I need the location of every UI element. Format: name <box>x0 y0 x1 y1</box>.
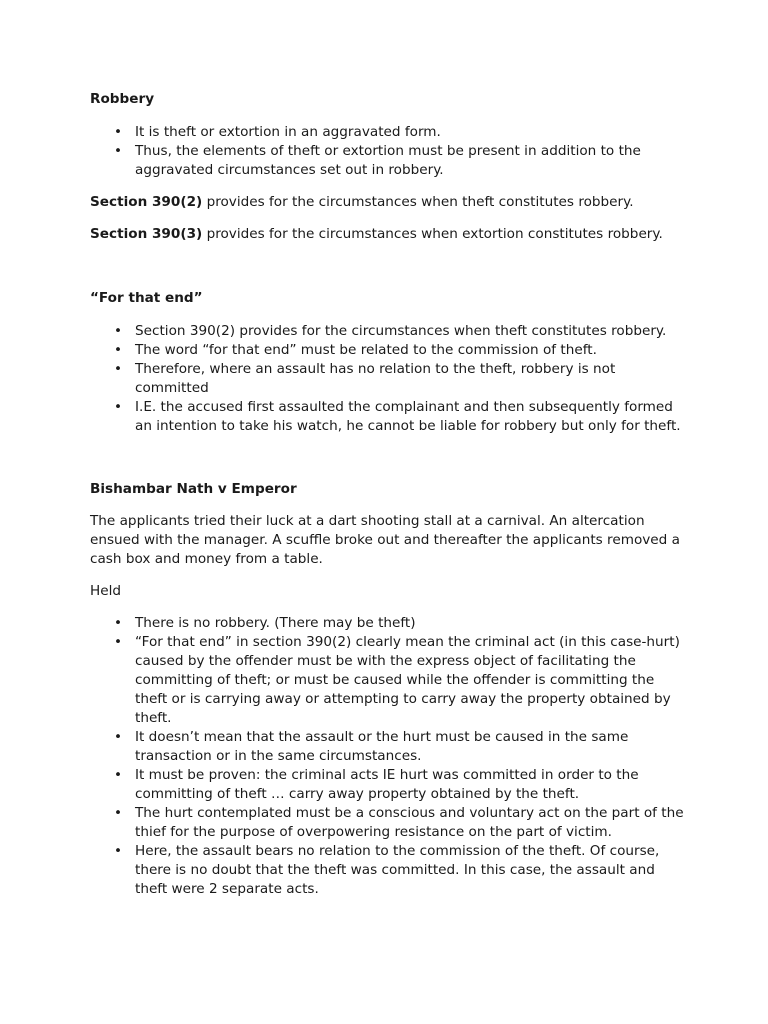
case-facts-paragraph: The applicants tried their luck at a dart shooting stall at a carnival. An altercation ensued with the manager. A scuffle broke out and thereafter the applicants removed a cash box and money from a table. <box>90 513 680 567</box>
section-390-2-paragraph <box>90 193 690 212</box>
for-that-end-bullet-list <box>90 322 690 436</box>
heading-case-bishambar-nath: Bishambar Nath v Emperor <box>90 481 297 497</box>
list-item: • It is theft or extortion in an aggravated form. <box>90 123 690 142</box>
held-label: Held <box>90 583 121 599</box>
list-item: • The hurt contemplated must be a conscious and voluntary act on the part of the thief for the purpose of overpowering resistance on the part of victim. <box>90 804 690 842</box>
heading-robbery: Robbery <box>90 91 155 107</box>
section-390-3-paragraph <box>90 225 690 244</box>
list-item: • It doesn’t mean that the assault or the hurt must be caused in the same transaction or in the same circumstances. <box>90 728 690 766</box>
held-bullet-list <box>90 614 690 899</box>
list-item: • There is no robbery. (There may be theft) <box>90 614 690 633</box>
list-item: • Therefore, where an assault has no relation to the theft, robbery is not committed <box>90 360 690 398</box>
list-item: • Section 390(2) provides for the circumstances when theft constitutes robbery. <box>90 322 690 341</box>
section-390-2-label: Section 390(2) <box>90 194 203 210</box>
section-390-3-label: Section 390(3) <box>90 226 203 242</box>
section-390-3-text: provides for the circumstances when extortion constitutes robbery. <box>202 226 663 242</box>
robbery-bullet-list <box>90 123 690 180</box>
list-item: • Thus, the elements of theft or extortion must be present in addition to the aggravated circumstances set out in robbery. <box>90 142 690 180</box>
list-item: • “For that end” in section 390(2) clearly mean the criminal act (in this case-hurt) caused by the offender must be with the express object of facilitating the committing of theft; or must be caused while the offender is committing the theft or is carrying away or attempting to carry away the property obtained by theft. <box>90 633 690 728</box>
list-item: • The word “for that end” must be related to the commission of theft. <box>90 341 690 360</box>
section-390-2-text: provides for the circumstances when theft constitutes robbery. <box>202 194 634 210</box>
list-item: • I.E. the accused first assaulted the complainant and then subsequently formed an intention to take his watch, he cannot be liable for robbery but only for theft. <box>90 398 690 436</box>
list-item: • It must be proven: the criminal acts IE hurt was committed in order to the committing of theft … carry away property obtained by the theft. <box>90 766 690 804</box>
document-page <box>90 90 690 899</box>
heading-for-that-end: “For that end” <box>90 290 203 306</box>
list-item: • Here, the assault bears no relation to the commission of the theft. Of course, there is no doubt that the theft was committed. In this case, the assault and theft were 2 separate acts. <box>90 842 690 899</box>
